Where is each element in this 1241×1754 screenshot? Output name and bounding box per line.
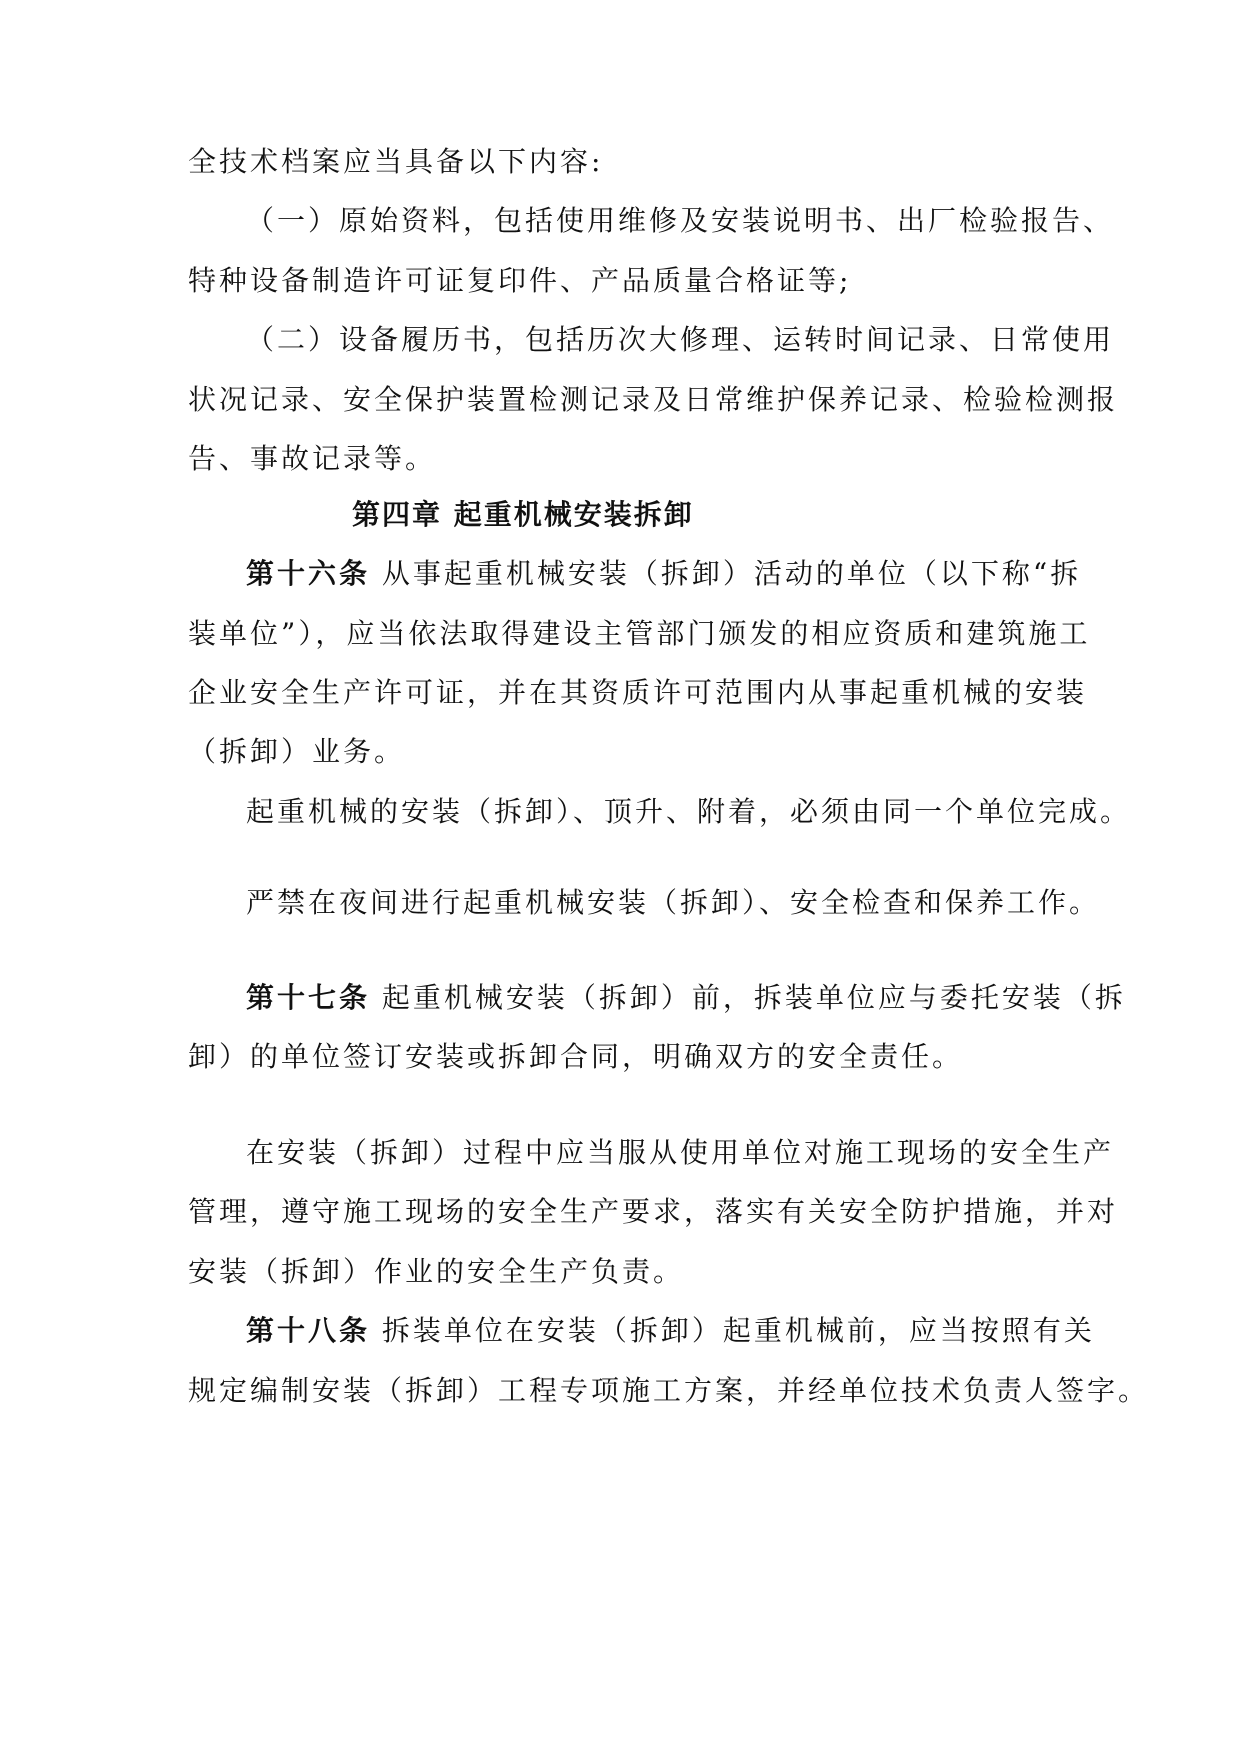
text-line: 在安装（拆卸）过程中应当服从使用单位对施工现场的安全生产: [246, 1136, 1115, 1169]
text-segment: 拆装单位在安装（拆卸）起重机械前，应当按照有关: [370, 1314, 1095, 1347]
text-line: 告、事故记录等。: [188, 442, 437, 475]
text-segment: 起重机械安装（拆卸）前，拆装单位应与委托安装（拆: [370, 981, 1126, 1014]
text-line: 状况记录、安全保护装置检测记录及日常维护保养记录、检验检测报: [188, 383, 1119, 416]
text-line: 特种设备制造许可证复印件、产品质量合格证等;: [188, 264, 852, 297]
article-17-line: [246, 978, 1126, 1018]
text-line: 规定编制安装（拆卸）工程专项施工方案，并经单位技术负责人签字。: [188, 1374, 1150, 1407]
article-16-line: [246, 554, 1081, 594]
text-line: 安装（拆卸）作业的安全生产负责。: [188, 1255, 685, 1288]
text-line: 全技术档案应当具备以下内容:: [188, 145, 604, 178]
text-line: 管理，遵守施工现场的安全生产要求，落实有关安全防护措施，并对: [188, 1195, 1119, 1228]
text-line: 装单位”），应当依法取得建设主管部门颁发的相应资质和建筑施工: [188, 617, 1091, 650]
chapter-heading: 第四章 起重机械安装拆卸: [352, 498, 694, 531]
article-18-label: 第十八条: [246, 1314, 371, 1347]
text-line: （拆卸）业务。: [188, 735, 406, 768]
text-line: （一）原始资料，包括使用维修及安装说明书、出厂检验报告、: [246, 204, 1115, 237]
text-line: 企业安全生产许可证，并在其资质许可范围内从事起重机械的安装: [188, 676, 1088, 709]
article-18-line: [246, 1311, 1095, 1351]
text-line: （二）设备履历书，包括历次大修理、运转时间记录、日常使用: [246, 323, 1115, 356]
text-segment: 从事起重机械安装（拆卸）活动的单位（以下称“拆: [370, 557, 1082, 590]
article-17-label: 第十七条: [246, 981, 371, 1014]
text-line: 起重机械的安装（拆卸）、顶升、附着，必须由同一个单位完成。: [246, 795, 1132, 828]
text-line: 严禁在夜间进行起重机械安装（拆卸）、安全检查和保养工作。: [246, 886, 1101, 919]
article-16-label: 第十六条: [246, 557, 371, 590]
text-line: 卸）的单位签订安装或拆卸合同，明确双方的安全责任。: [188, 1040, 964, 1073]
